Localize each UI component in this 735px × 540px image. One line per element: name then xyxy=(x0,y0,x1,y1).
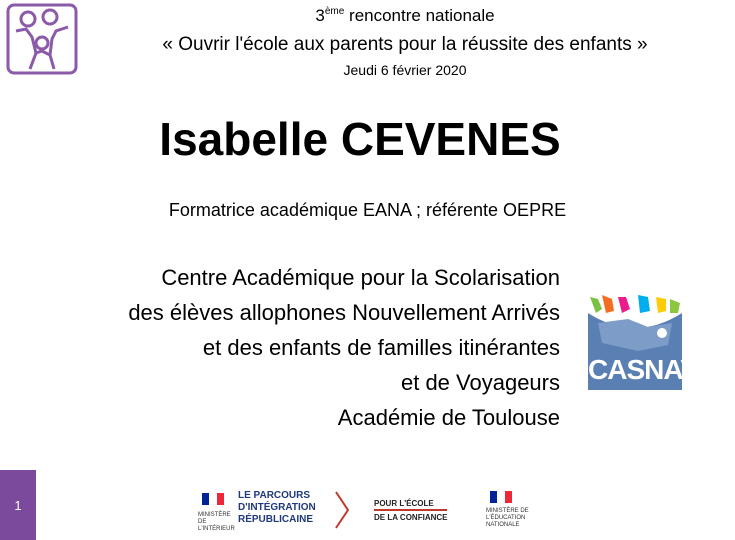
ecole-line: DE LA CONFIANCE xyxy=(374,509,447,523)
chevron-right-icon xyxy=(334,490,350,530)
casnav-logo xyxy=(588,293,699,390)
institution-block xyxy=(128,260,560,435)
event-edition-title xyxy=(90,6,720,26)
institution-line: et des enfants de familles itinérantes xyxy=(202,335,560,360)
parcours-integration-logo: MINISTÈRE DE L'INTÉRIEUR LE PARCOURS D'INTÉGRATION RÉPUBLICAINE xyxy=(196,484,352,536)
parcours-line: LE PARCOURS xyxy=(238,490,311,501)
edition-rest: rencontre nationale xyxy=(344,6,495,25)
casnav-wordmark: CASNAV xyxy=(588,354,699,385)
institution-line: des élèves allophones Nouvellement Arrivés xyxy=(128,300,560,325)
republique-francaise-logo: MINISTÈRE DE L'ÉDUCATION NATIONALE xyxy=(484,484,540,536)
event-theme: « Ouvrir l'école aux parents pour la réussite des enfants » xyxy=(162,34,648,55)
speaker-role: Formatrice académique EANA ; référente OEPRE xyxy=(168,200,567,220)
institution-line: et de Voyageurs xyxy=(400,370,560,395)
institution-line: Centre Académique pour la Scolarisation xyxy=(161,265,560,290)
french-flag-icon xyxy=(202,492,224,504)
parcours-line: RÉPUBLICAINE xyxy=(238,514,314,525)
event-date: Jeudi 6 février 2020 xyxy=(343,62,467,78)
parcours-line: D'INTÉGRATION xyxy=(238,502,316,513)
french-flag-icon xyxy=(490,490,512,502)
family-logo-icon xyxy=(6,3,78,75)
ecole-line: POUR L'ÉCOLE xyxy=(374,499,434,508)
ecole-confiance-logo xyxy=(370,484,472,536)
institution-line: Académie de Toulouse xyxy=(337,405,560,430)
speaker-name: Isabelle CEVENES xyxy=(159,113,561,165)
edition-suffix: ème xyxy=(324,6,345,17)
slide-number: 1 xyxy=(14,498,22,513)
edition-number: 3 xyxy=(315,6,325,25)
